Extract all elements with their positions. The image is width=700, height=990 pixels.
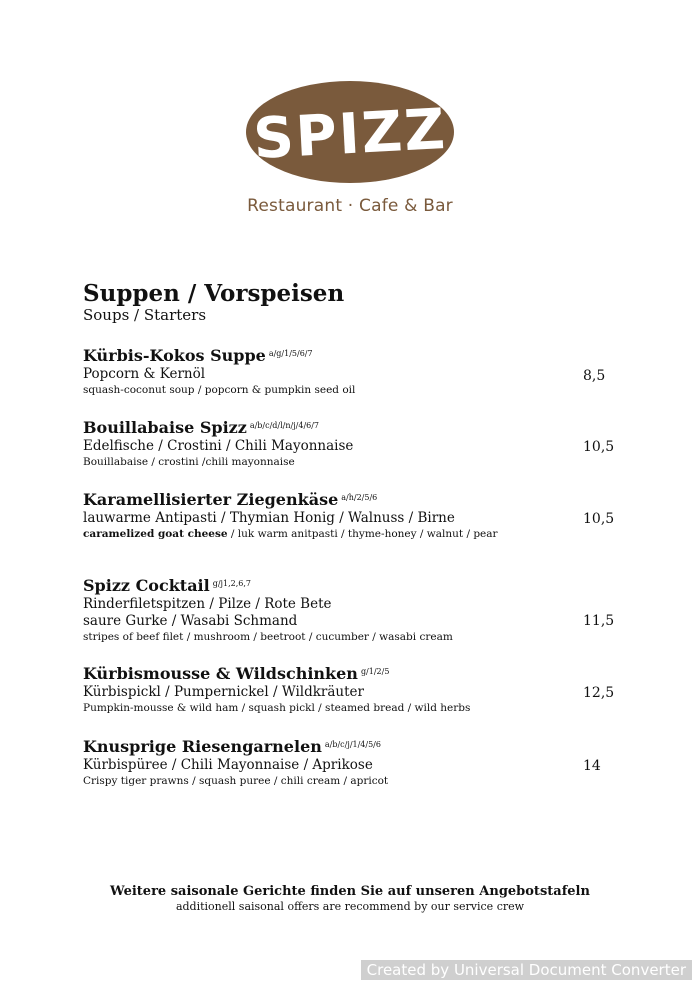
footer-note-de: Weitere saisonale Gerichte finden Sie auf unseren Angebotstafeln — [110, 884, 590, 899]
dish-name: Bouillabaise Spizz $^{a/b/c/d/l/n/j/4/6/7}$ — [83, 418, 320, 437]
footer-note-en: additionell saisonal offers are recommend by our service crew — [175, 900, 525, 913]
dish-price: 12,5 — [583, 685, 615, 701]
dish-description-de: lauwarme Antipasti / Thymian Honig / Walnuss / Birne — [83, 510, 455, 526]
allergen-codes: a/h/2/5/6 — [341, 493, 378, 502]
logo-text: SPIZZ — [251, 96, 449, 173]
menu-item — [83, 664, 618, 715]
section-subtitle: Soups / Starters — [83, 306, 207, 324]
dish-name: Kürbismousse & Wildschinken $^{g/1/2/5}$ — [83, 664, 390, 683]
dish-name: Knusprige Riesengarnelen $^{a/b/c/j/1/4/5/6}$ — [83, 737, 381, 756]
dish-price: 11,5 — [583, 613, 615, 629]
dish-description-en: Crispy tiger prawns / squash puree / chili cream / apricot — [83, 775, 389, 787]
dish-description-en-bold: caramelized goat cheese — [83, 528, 228, 540]
menu-item — [83, 346, 618, 397]
tagline: Restaurant · Cafe & Bar — [247, 196, 453, 216]
dish-description-de: Edelfische / Crostini / Chili Mayonnaise — [83, 438, 354, 454]
dish-description-de: Kürbispickl / Pumpernickel / Wildkräuter — [83, 684, 364, 700]
allergen-codes: a/b/c/d/l/n/j/4/6/7 — [249, 421, 320, 430]
logo — [0, 80, 700, 188]
dish-description-en: squash-coconut soup / popcorn & pumpkin seed oil — [83, 384, 356, 396]
dish-description-de: Rinderfiletspitzen / Pilze / Rote Bete — [83, 596, 332, 612]
dish-description-en: Pumpkin-mousse & wild ham / squash pickl / steamed bread / wild herbs — [83, 702, 471, 714]
allergen-codes: g/j1,2,6,7 — [212, 579, 252, 588]
dish-name: Spizz Cocktail $^{g/j1,2,6,7}$ — [83, 576, 252, 595]
dish-price: 10,5 — [583, 439, 615, 455]
dish-description-en: caramelized goat cheese / luk warm anitpasti / thyme-honey / walnut / pear — [83, 528, 498, 540]
allergen-codes: g/1/2/5 — [360, 667, 390, 676]
dish-price: 14 — [583, 758, 601, 774]
dish-description-de: Popcorn & Kernöl — [83, 366, 206, 382]
dish-name: Karamellisierter Ziegenkäse $^{a/h/2/5/6}$ — [83, 490, 378, 509]
menu-item — [83, 490, 618, 541]
dish-description-de: Kürbispüree / Chili Mayonnaise / Aprikose — [83, 757, 373, 773]
converter-watermark: Created by Universal Document Converter — [361, 960, 692, 980]
spizz-logo — [245, 80, 455, 184]
allergen-codes: a/g/1/5/6/7 — [268, 349, 313, 358]
menu-item — [83, 737, 618, 788]
allergen-codes: a/b/c/j/1/4/5/6 — [324, 740, 381, 749]
dish-name: Kürbis-Kokos Suppe $^{a/g/1/5/6/7}$ — [83, 346, 313, 365]
dish-description-en: Bouillabaise / crostini /chili mayonnaise — [83, 456, 295, 468]
dish-description-en: stripes of beef filet / mushroom / beetroot / cucumber / wasabi cream — [83, 631, 453, 643]
menu-item — [83, 418, 618, 469]
menu-item — [83, 576, 618, 644]
section-title: Suppen / Vorspeisen — [83, 280, 345, 307]
dish-price: 10,5 — [583, 511, 615, 527]
dish-price: 8,5 — [583, 368, 606, 384]
dish-description-de-2: saure Gurke / Wasabi Schmand — [83, 613, 298, 629]
